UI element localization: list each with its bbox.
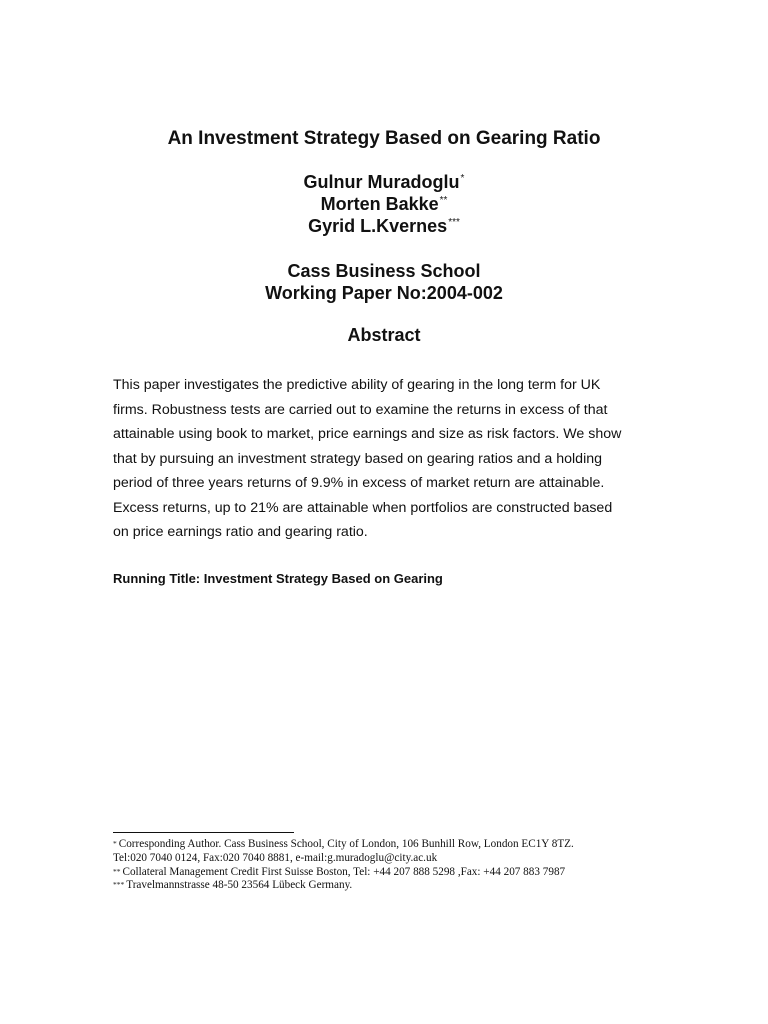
- footnote-3-text: Travelmannstrasse 48-50 23564 Lübeck Germany.: [126, 879, 353, 892]
- footnote-1: [113, 838, 673, 852]
- working-paper-number: Working Paper No:2004-002: [265, 283, 503, 303]
- footnote-2-text: Collateral Management Credit First Suisse Boston, Tel: +44 207 888 5298 ,Fax: +44 207 883 7987: [122, 865, 566, 878]
- footnote-1-continued: [113, 852, 673, 866]
- footnote-1-contact: Tel:020 7040 0124, Fax:020 7040 8881, e-mail:g.muradoglu@city.ac.uk: [113, 851, 438, 864]
- footnote-3: [113, 879, 673, 893]
- author-1-mark: *: [460, 173, 465, 184]
- footnote-2-mark: **: [113, 866, 121, 876]
- author-3: [0, 215, 768, 237]
- author-list: [0, 171, 768, 237]
- paper-title: An Investment Strategy Based on Gearing Ratio: [167, 128, 601, 149]
- footnote-3-mark: ***: [113, 880, 125, 890]
- abstract-heading: Abstract: [347, 325, 421, 345]
- author-3-mark: ***: [448, 217, 460, 228]
- abstract-line: on price earnings ratio and gearing ratio.: [113, 524, 368, 540]
- author-2-name: Morten Bakke: [320, 194, 439, 214]
- running-title: Running Title: Investment Strategy Based on Gearing: [113, 571, 443, 586]
- abstract-line: Excess returns, up to 21% are attainable when portfolios are constructed based: [113, 499, 613, 516]
- footnotes: [113, 838, 673, 893]
- abstract-line: period of three years returns of 9.9% in excess of market return are attainable.: [113, 475, 605, 491]
- author-1: [0, 171, 768, 193]
- footnote-1-mark: *: [113, 839, 117, 848]
- abstract-line: that by pursuing an investment strategy based on gearing ratios and a holding: [113, 450, 602, 467]
- abstract-line: This paper investigates the predictive ability of gearing in the long term for UK: [113, 377, 601, 393]
- school-name: Cass Business School: [287, 261, 481, 281]
- abstract-body: [113, 373, 673, 545]
- footnote-2: [113, 866, 673, 880]
- author-2-mark: **: [439, 195, 448, 206]
- footnote-divider: [113, 832, 294, 833]
- abstract-line: attainable using book to market, price earnings and size as risk factors. We show: [113, 426, 622, 442]
- author-3-name: Gyrid L.Kvernes: [308, 216, 448, 236]
- affiliation-block: [0, 260, 768, 304]
- author-2: [0, 193, 768, 215]
- author-1-name: Gulnur Muradoglu: [303, 172, 460, 192]
- abstract-line: firms. Robustness tests are carried out to examine the returns in excess of that: [113, 401, 608, 418]
- footnote-1-text: Corresponding Author. Cass Business School, City of London, 106 Bunhill Row, London EC1Y 8TZ.: [118, 838, 574, 850]
